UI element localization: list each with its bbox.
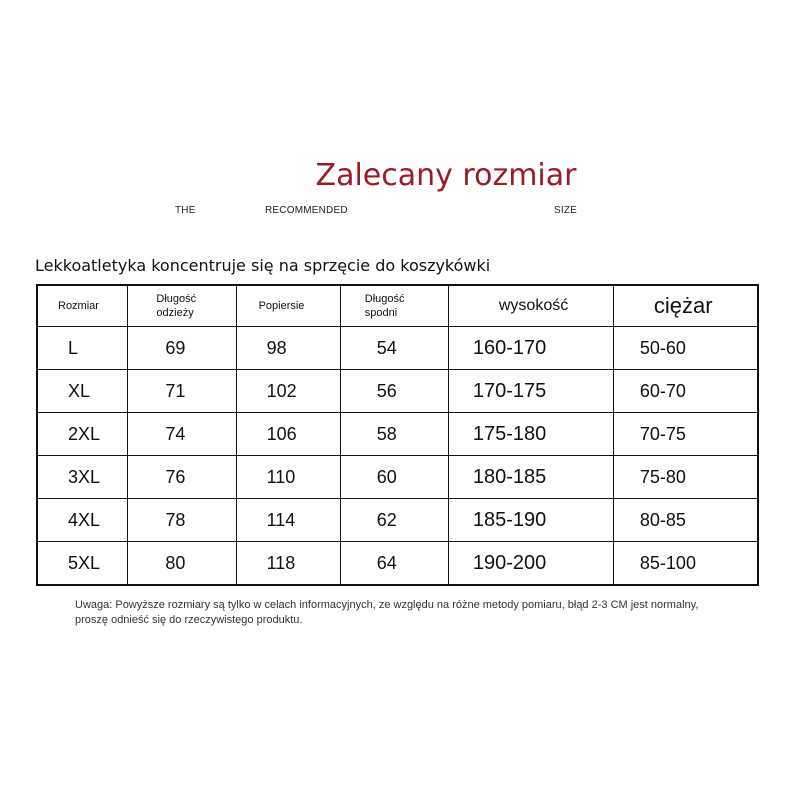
cell-height: 180-185: [448, 456, 613, 499]
disclaimer-note: [75, 598, 775, 628]
cell-chest: 114: [236, 499, 340, 542]
subtitle-size: SIZE: [554, 205, 578, 216]
cell-weight: 75-80: [613, 456, 758, 499]
table-row: [37, 542, 758, 586]
header-size: Rozmiar: [37, 285, 128, 327]
cell-size: 3XL: [37, 456, 128, 499]
cell-height: 160-170: [448, 327, 613, 370]
header-pants-length-line2: spodni: [364, 307, 398, 319]
disclaimer-line-2: proszę odnieść się do rzeczywistego produktu.: [75, 614, 303, 626]
page-title: Zalecany rozmiar: [315, 158, 577, 193]
table-header-row: [37, 285, 758, 327]
cell-pants: 62: [340, 499, 448, 542]
cell-pants: 54: [340, 327, 448, 370]
table-row: [37, 499, 758, 542]
intro-text: Lekkoatletyka koncentruje się na sprzęcie do koszykówki: [35, 256, 491, 275]
cell-size: 5XL: [37, 542, 128, 586]
table-row: [37, 456, 758, 499]
cell-chest: 102: [236, 370, 340, 413]
header-clothing-length: [128, 285, 236, 327]
cell-pants: 56: [340, 370, 448, 413]
cell-length: 78: [128, 499, 236, 542]
cell-weight: 70-75: [613, 413, 758, 456]
cell-length: 76: [128, 456, 236, 499]
table-row: [37, 327, 758, 370]
table-row: [37, 370, 758, 413]
cell-length: 74: [128, 413, 236, 456]
header-clothing-length-line2: odzieży: [156, 307, 194, 319]
header-height: wysokość: [448, 285, 613, 327]
cell-chest: 106: [236, 413, 340, 456]
table-row: [37, 413, 758, 456]
cell-pants: 58: [340, 413, 448, 456]
cell-pants: 64: [340, 542, 448, 586]
cell-size: L: [37, 327, 128, 370]
cell-chest: 110: [236, 456, 340, 499]
cell-height: 170-175: [448, 370, 613, 413]
cell-size: XL: [37, 370, 128, 413]
cell-size: 2XL: [37, 413, 128, 456]
cell-height: 190-200: [448, 542, 613, 586]
header-pants-length-line1: Długość: [364, 293, 405, 305]
cell-weight: 50-60: [613, 327, 758, 370]
cell-length: 71: [128, 370, 236, 413]
cell-height: 185-190: [448, 499, 613, 542]
cell-size: 4XL: [37, 499, 128, 542]
size-chart-table: [36, 284, 759, 586]
cell-length: 69: [128, 327, 236, 370]
cell-weight: 85-100: [613, 542, 758, 586]
cell-weight: 80-85: [613, 499, 758, 542]
header-weight: ciężar: [613, 285, 758, 327]
cell-pants: 60: [340, 456, 448, 499]
header-chest: Popiersie: [236, 285, 340, 327]
cell-height: 175-180: [448, 413, 613, 456]
cell-length: 80: [128, 542, 236, 586]
subtitle-recommended: RECOMMENDED: [265, 205, 348, 216]
disclaimer-line-1: Uwaga: Powyższe rozmiary są tylko w celach informacyjnych, ze względu na różne metody pomiaru, błąd 2-3 CM jest normalny,: [75, 599, 699, 611]
header-pants-length: [340, 285, 448, 327]
cell-chest: 118: [236, 542, 340, 586]
cell-weight: 60-70: [613, 370, 758, 413]
subtitle-the: THE: [175, 205, 196, 216]
cell-chest: 98: [236, 327, 340, 370]
header-clothing-length-line1: Długość: [156, 293, 197, 305]
